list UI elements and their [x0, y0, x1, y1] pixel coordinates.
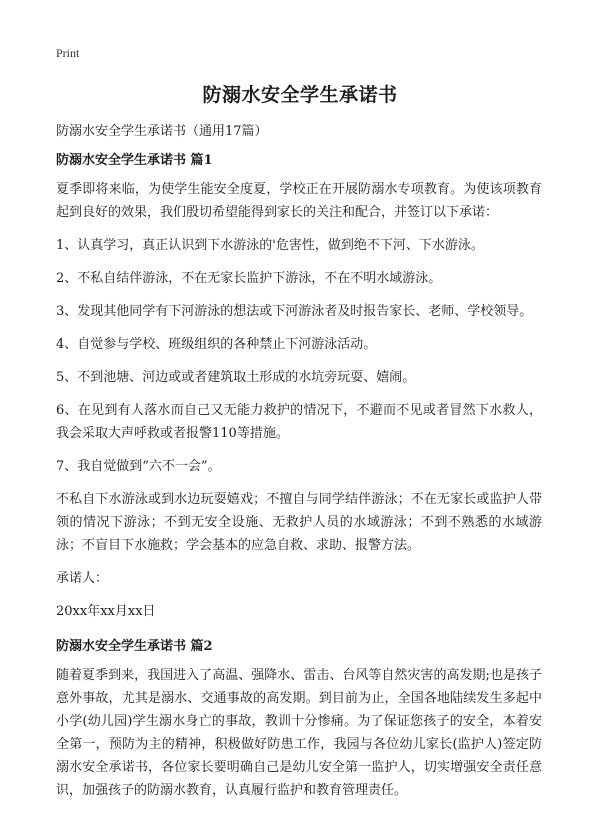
section-heading-1: 防溺水安全学生承诺书 篇1: [56, 153, 213, 168]
rules-paragraph: 不私自下水游泳或到水边玩耍嬉戏；不擅自与同学结伴游泳；不在无家长或监护人带领的情况下游泳；不到无安全设施、无救护人员的水域游泳；不到不熟悉的水域游泳；不盲目下水施救；学会基本的应急自救、求助、报警方法。: [56, 492, 542, 553]
promise-item-1: 1、认真学习，真正认识到下水游泳的'危害性，做到绝不下河、下水游泳。: [56, 238, 484, 253]
section-heading-2: 防溺水安全学生承诺书 篇2: [56, 639, 213, 654]
document-subtitle: 防溺水安全学生承诺书（通用17篇）: [56, 124, 268, 139]
promise-item-3: 3、发现其他同学有下河游泳的想法或下河游泳者及时报告家长、老师、学校领导。: [56, 304, 533, 319]
promise-item-7: 7、我自觉做到“六不一会”。: [56, 459, 221, 474]
promise-item-6: 6、在见到有人落水而自己又无能力救护的情况下，不避而不见或者冒然下水救人，我会采取大声呼救或者报警110等措施。: [56, 403, 542, 441]
promise-item-2: 2、不私自结伴游泳，不在无家长监护下游泳，不在不明水域游泳。: [56, 271, 442, 286]
promise-date: 20xx年xx月xx日: [56, 604, 156, 619]
print-label: Print: [56, 46, 80, 60]
document-body: [56, 120, 542, 812]
promise-item-4: 4、自觉参与学校、班级组织的各种禁止下河游泳活动。: [56, 337, 377, 352]
promise-item-5: 5、不到池塘、河边或或者建筑取土形成的水坑旁玩耍、嬉闹。: [56, 370, 416, 385]
section1-intro: 夏季即将来临，为使学生能安全度夏，学校正在开展防溺水专项教育。为使该项教育起到良好的效果，我们殷切希望能得到家长的关注和配合，并签订以下承诺：: [56, 182, 542, 220]
promiser-label: 承诺人：: [56, 571, 109, 586]
document-title: 防溺水安全学生承诺书: [202, 84, 398, 106]
section2-paragraph: 随着夏季到来，我国进入了高温、强降水、雷击、台风等自然灾害的高发期;也是孩子意外事故，尤其是溺水、交通事故的高发期。到目前为止，全国各地陆续发生多起中小学(幼儿园)学生溺水身亡的事故，教训十分惨痛。为了保证您孩子的安全，本着安全第一，预防为主的精神，积极做好防患工作，我园与各位幼儿家长(监护人)签定防溺水安全承诺书，各位家长要明确自己是幼儿安全第一监护人，切实增强安全责任意识，加强孩子的防溺水教育，认真履行监护和教育管理责任。: [56, 668, 542, 798]
